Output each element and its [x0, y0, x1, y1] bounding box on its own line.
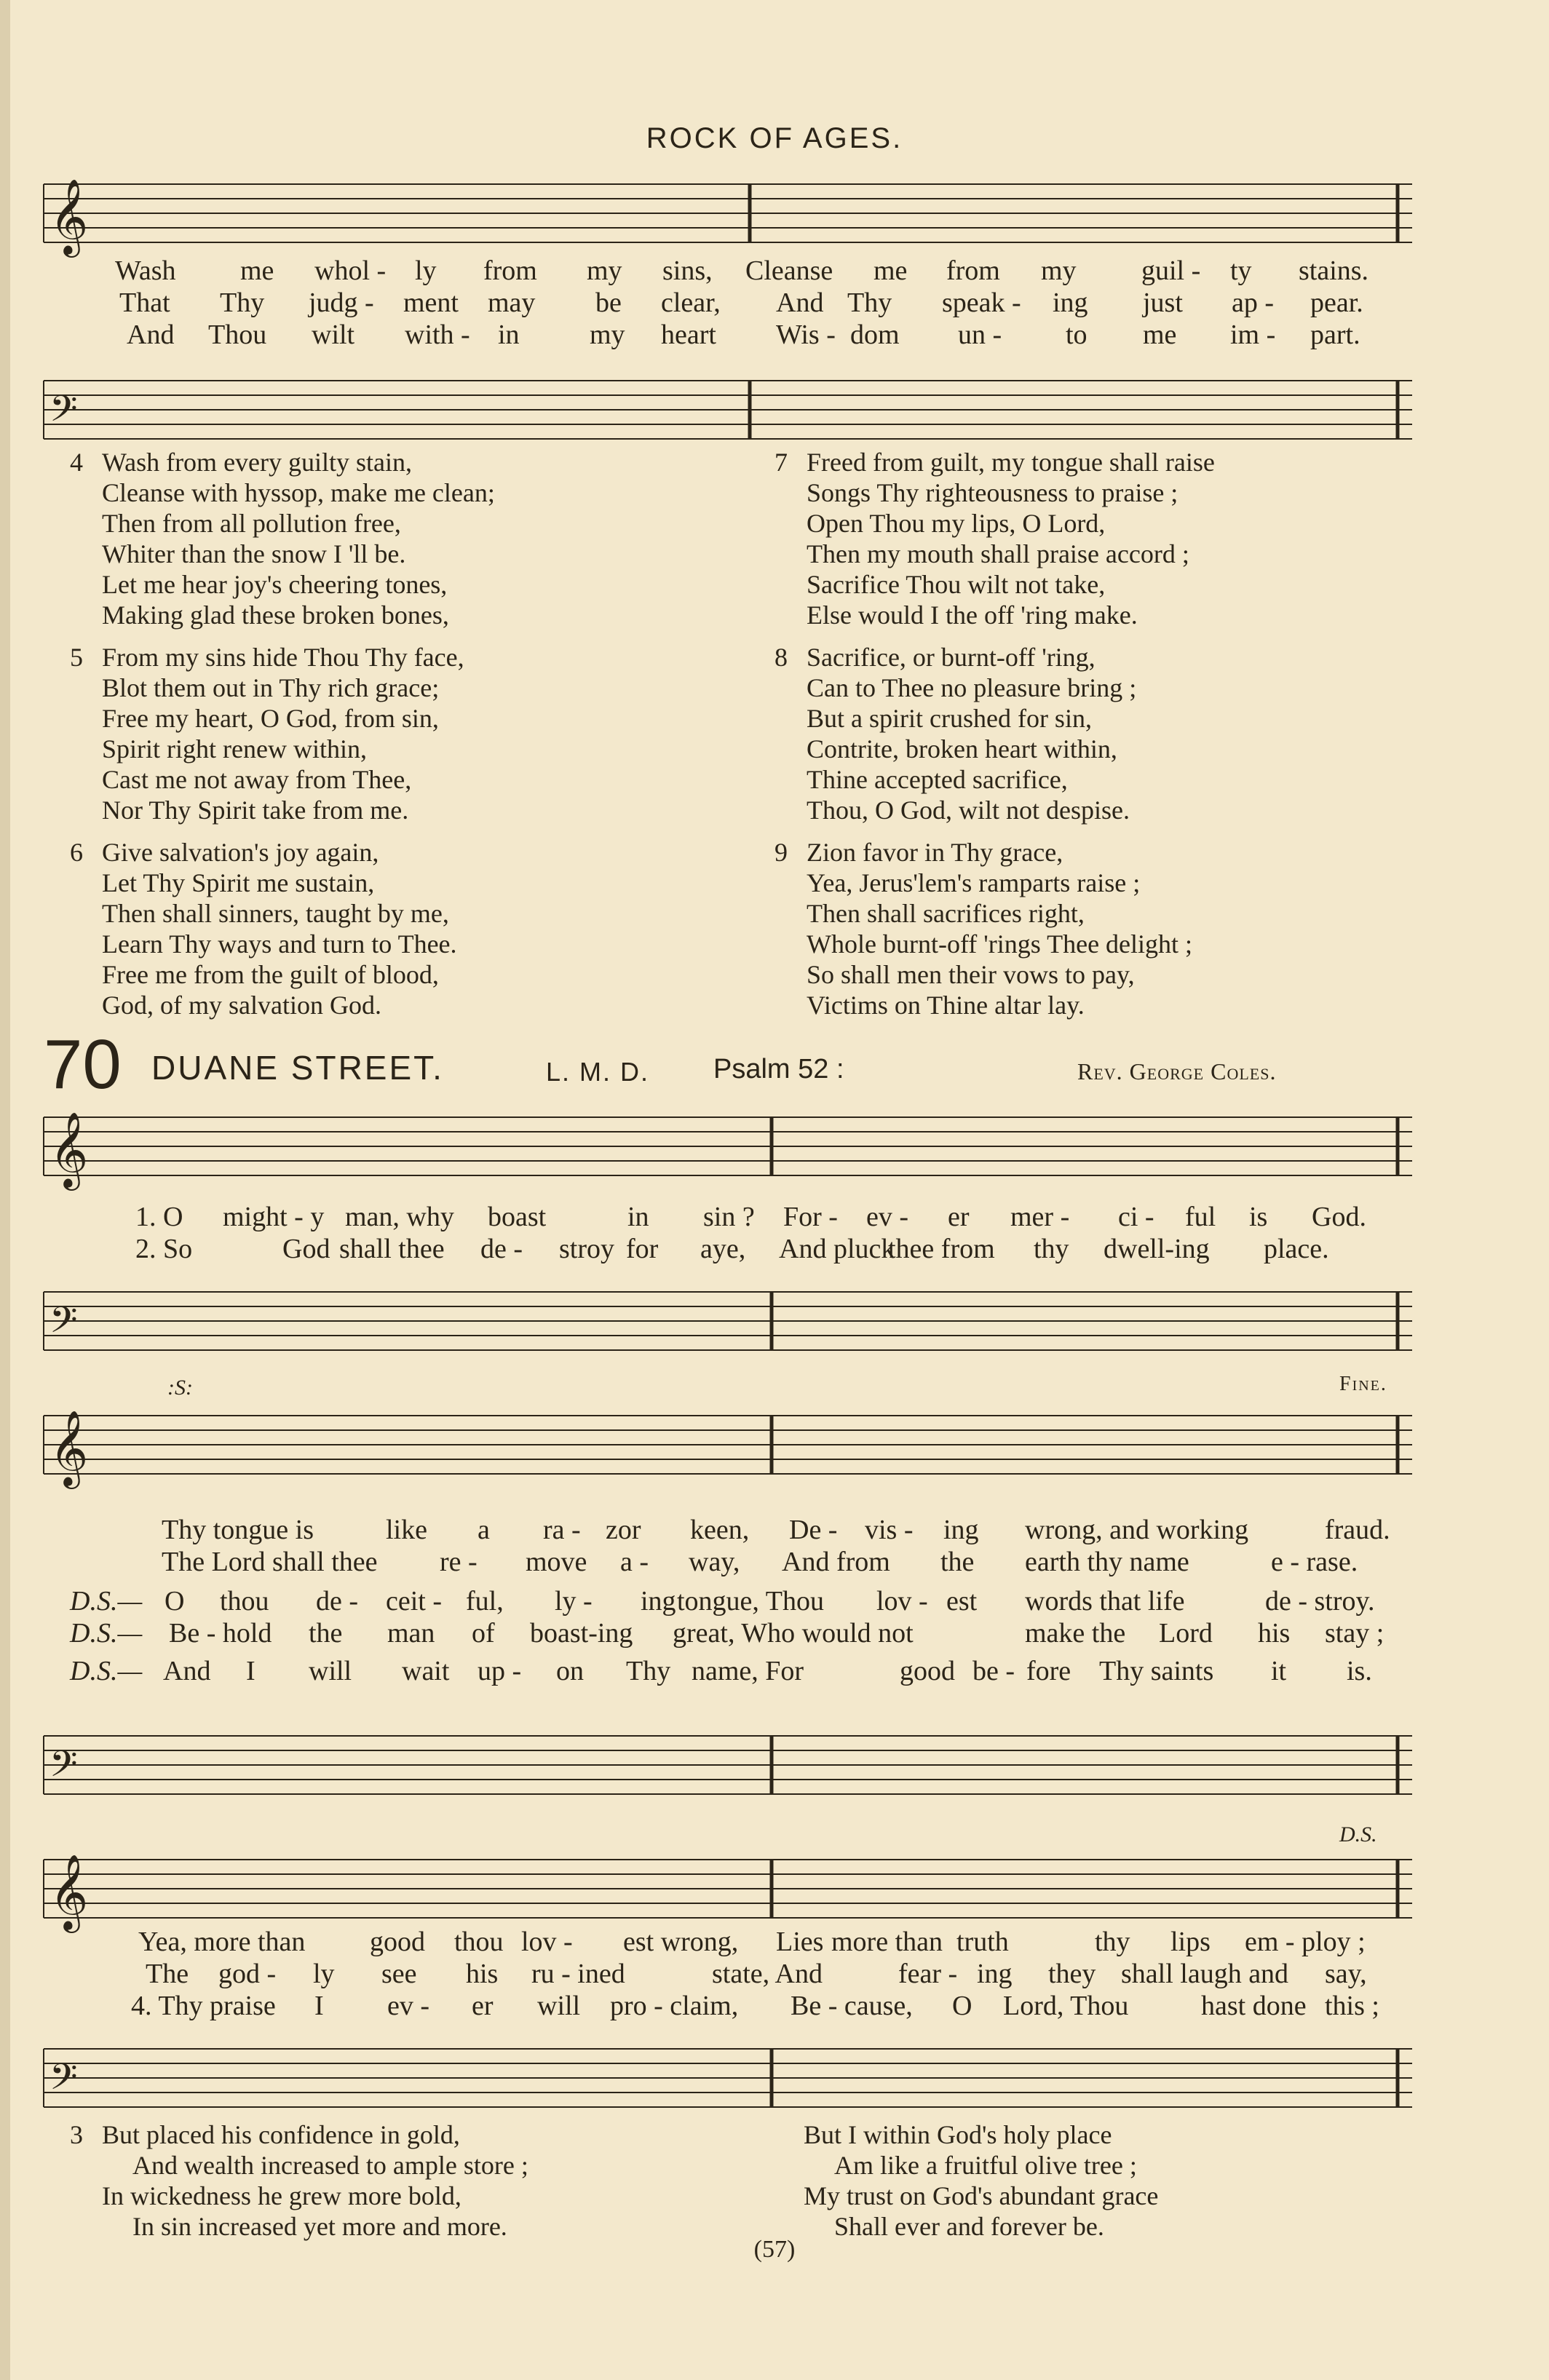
- syllable: Be - hold: [169, 1618, 272, 1649]
- syllable: words that life: [1025, 1586, 1185, 1617]
- syllable: Cleanse: [745, 255, 833, 286]
- syllable: de - stroy.: [1265, 1586, 1375, 1617]
- verse-number: 9: [774, 838, 788, 867]
- syllable: in: [498, 320, 520, 350]
- syllable: wait: [402, 1656, 450, 1686]
- syllable: And: [776, 287, 824, 318]
- syllable: lov -: [876, 1586, 928, 1617]
- syllable: boast-ing: [530, 1618, 633, 1649]
- syllable: est wrong,: [623, 1927, 739, 1957]
- bass-staff-svg: [29, 1274, 1412, 1368]
- syllable: from: [483, 255, 537, 286]
- syllable: his: [466, 1959, 499, 1989]
- syllable: man, why: [345, 1202, 454, 1232]
- verse-number: 4: [70, 448, 83, 477]
- verse-line: Then shall sacrifices right,: [807, 899, 1085, 928]
- syllable: way,: [689, 1547, 740, 1577]
- hymn-author: Rev. George Coles.: [1077, 1058, 1277, 1084]
- syllable: like: [386, 1515, 427, 1545]
- treble-staff-system-2: [29, 1397, 1412, 1492]
- syllable: is: [1249, 1202, 1268, 1232]
- verse-line: God, of my salvation God.: [102, 991, 381, 1020]
- verse-line: Let me hear joy's cheering tones,: [102, 570, 448, 599]
- syllable: it: [1271, 1656, 1287, 1686]
- verse-number: 3: [70, 2120, 83, 2149]
- syllable: sin ?: [703, 1202, 755, 1232]
- syllable: Yea, more than: [138, 1927, 306, 1957]
- verse-line: So shall men their vows to pay,: [807, 960, 1135, 989]
- syllable: Lies: [776, 1927, 824, 1957]
- syllable: god -: [218, 1959, 277, 1989]
- syllable: judg -: [309, 287, 374, 318]
- syllable: e - rase.: [1271, 1547, 1358, 1577]
- syllable: Thy: [626, 1656, 671, 1686]
- syllable: say,: [1325, 1959, 1367, 1989]
- syllable: De -: [789, 1515, 838, 1545]
- syllable: sins,: [662, 255, 713, 286]
- verse-7: [774, 447, 1215, 630]
- syllable: O: [165, 1586, 185, 1617]
- syllable: dwell-ing: [1104, 1234, 1210, 1264]
- svg-text:𝄞: 𝄞: [49, 1854, 89, 1930]
- svg-text:𝄞: 𝄞: [49, 1111, 89, 1188]
- treble-staff-system-3: [29, 1841, 1412, 1936]
- verse-4: [70, 447, 495, 630]
- verse-number: 8: [774, 643, 788, 672]
- hymn-meter: L. M. D.: [546, 1057, 650, 1087]
- syllable: be: [595, 287, 622, 318]
- syllable: is.: [1347, 1656, 1372, 1686]
- verse-line: Blot them out in Thy rich grace;: [102, 673, 440, 702]
- syllable: ing: [641, 1586, 676, 1617]
- syllable: vis -: [865, 1515, 914, 1545]
- verse-line: Can to Thee no pleasure bring ;: [807, 673, 1137, 702]
- syllable: part.: [1310, 320, 1360, 350]
- syllable: tongue, Thou: [677, 1586, 824, 1617]
- verse-line: Free my heart, O God, from sin,: [102, 704, 439, 733]
- syllable: in: [627, 1202, 649, 1232]
- hymn-name: DUANE STREET.: [151, 1049, 444, 1087]
- syllable: God: [282, 1234, 330, 1264]
- treble-staff-svg: [29, 1099, 1412, 1194]
- hymn-title-rock-of-ages: ROCK OF AGES.: [646, 122, 903, 154]
- verse-6: [70, 837, 457, 1020]
- syllable: fear -: [898, 1959, 958, 1989]
- syllable: ci -: [1118, 1202, 1154, 1232]
- verse-line: Open Thou my lips, O Lord,: [807, 509, 1106, 538]
- syllable: good: [900, 1656, 955, 1686]
- syllable: ev -: [866, 1202, 909, 1232]
- syllable: And pluck: [779, 1234, 895, 1264]
- verse-line: Then shall sinners, taught by me,: [102, 899, 449, 928]
- syllable: Wash: [115, 255, 176, 286]
- syllable: Wis -: [776, 320, 836, 350]
- verse-line: Then from all pollution free,: [102, 509, 401, 538]
- syllable: heart: [661, 320, 716, 350]
- verse-line: And wealth increased to ample store ;: [132, 2151, 528, 2180]
- syllable: dom: [850, 320, 900, 350]
- syllable: ing: [943, 1515, 979, 1545]
- svg-text:𝄞: 𝄞: [49, 178, 89, 255]
- syllable: Thy tongue is: [162, 1515, 314, 1545]
- syllable: be -: [972, 1656, 1015, 1686]
- syllable: ra -: [543, 1515, 581, 1545]
- syllable: wilt: [312, 320, 355, 350]
- verse-5: [70, 642, 464, 825]
- verse-line: Give salvation's joy again,: [102, 838, 379, 867]
- syllable: ful: [1185, 1202, 1216, 1232]
- verse-line: Learn Thy ways and turn to Thee.: [102, 929, 457, 959]
- verse-line: My trust on God's abundant grace: [804, 2181, 1159, 2210]
- syllable: The: [146, 1959, 189, 1989]
- syllable: aye,: [700, 1234, 746, 1264]
- syllable: est: [946, 1586, 978, 1617]
- bass-staff-rock-of-ages: [29, 355, 1412, 457]
- syllable: a: [478, 1515, 490, 1545]
- syllable: ty: [1230, 255, 1252, 286]
- verse-line: Then my mouth shall praise accord ;: [807, 539, 1189, 568]
- bass-staff-svg: [29, 1718, 1412, 1812]
- syllable: clear,: [661, 287, 721, 318]
- syllable: The Lord shall thee: [162, 1547, 378, 1577]
- syllable: stay ;: [1325, 1618, 1384, 1649]
- fine-mark: Fine.: [1339, 1373, 1387, 1395]
- syllable: up -: [478, 1656, 522, 1686]
- syllable: on: [556, 1656, 584, 1686]
- verse-line: Cleanse with hyssop, make me clean;: [102, 478, 495, 507]
- syllable: my: [587, 255, 622, 286]
- bass-staff-system-2: [29, 1718, 1412, 1812]
- verse-line: Else would I the off 'ring make.: [807, 600, 1138, 630]
- syllable: great, Who would not: [673, 1618, 914, 1649]
- syllable: de -: [480, 1234, 523, 1264]
- syllable: fore: [1026, 1656, 1071, 1686]
- syllable: more than: [831, 1927, 943, 1957]
- syllable: boast: [488, 1202, 547, 1232]
- syllable: shall laugh and: [1121, 1959, 1289, 1989]
- syllable: pear.: [1310, 287, 1363, 318]
- svg-text:𝄞: 𝄞: [49, 1410, 89, 1486]
- hymn-psalm: Psalm 52 :: [713, 1054, 844, 1084]
- syllable: my: [1041, 255, 1077, 286]
- syllable: fraud.: [1325, 1515, 1390, 1545]
- syllable: Be - cause,: [791, 1991, 913, 2021]
- syllable: his: [1258, 1618, 1291, 1649]
- svg-text:𝄢: 𝄢: [49, 388, 78, 439]
- syllable: im -: [1230, 320, 1276, 350]
- ds-mark: D.S.: [1339, 1822, 1377, 1847]
- syllable: Thy: [220, 287, 265, 318]
- syllable: ly -: [555, 1586, 593, 1617]
- syllable: shall thee: [339, 1234, 445, 1264]
- syllable: thy: [1034, 1234, 1069, 1264]
- syllable: thou: [220, 1586, 269, 1617]
- verse-line: In sin increased yet more and more.: [132, 2212, 507, 2241]
- verse-line: Victims on Thine altar lay.: [807, 991, 1085, 1020]
- verse-line: In wickedness he grew more bold,: [102, 2181, 461, 2210]
- syllable: the: [309, 1618, 343, 1649]
- syllable: wrong, and working: [1025, 1515, 1249, 1545]
- ds-label: D.S.—: [70, 1656, 143, 1686]
- syllable: thee from: [888, 1234, 995, 1264]
- verse-number: 5: [70, 643, 83, 672]
- hymn-heading-duane-street: [44, 1026, 1383, 1103]
- syllable: em - ploy ;: [1245, 1927, 1366, 1957]
- syllable: And: [163, 1656, 211, 1686]
- syllable: speak -: [942, 287, 1021, 318]
- syllable: will: [309, 1656, 352, 1686]
- syllable: a -: [620, 1547, 649, 1577]
- syllable: me: [1143, 320, 1177, 350]
- syllable: me: [873, 255, 908, 286]
- syllable: ing: [1053, 287, 1088, 318]
- syllable: may: [488, 287, 536, 318]
- syllable: thou: [454, 1927, 504, 1957]
- syllable: ly: [415, 255, 437, 286]
- syllable: state, And: [712, 1959, 823, 1989]
- syllable: man: [387, 1618, 435, 1649]
- verse-line: Yea, Jerus'lem's ramparts raise ;: [807, 868, 1141, 897]
- syllable: the: [940, 1547, 975, 1577]
- syllable: ev -: [387, 1991, 430, 2021]
- syllable: 2. So: [135, 1234, 193, 1264]
- syllable: I: [246, 1656, 255, 1686]
- syllable: er: [472, 1991, 494, 2021]
- syllable: my: [590, 320, 625, 350]
- treble-staff-svg: [29, 1841, 1412, 1936]
- syllable: And from: [782, 1547, 890, 1577]
- segno-mark: :S:: [167, 1376, 193, 1400]
- verse-line: Thou, O God, wilt not despise.: [807, 796, 1130, 825]
- syllable: ru - ined: [531, 1959, 625, 1989]
- syllable: see: [381, 1959, 417, 1989]
- verse-8: [774, 642, 1137, 825]
- syllable: lips: [1170, 1927, 1211, 1957]
- treble-staff-svg: [29, 166, 1412, 282]
- treble-staff-system-1: [29, 1099, 1412, 1194]
- syllable: make the: [1025, 1618, 1126, 1649]
- syllable: ceit -: [386, 1586, 443, 1617]
- verse-line: But a spirit crushed for sin,: [807, 704, 1092, 733]
- verse-line: Nor Thy Spirit take from me.: [102, 796, 409, 825]
- syllable: Thy: [847, 287, 892, 318]
- syllable: O: [952, 1991, 972, 2021]
- syllable: 4. Thy praise: [131, 1991, 276, 2021]
- verse-line: Whole burnt-off 'rings Thee delight ;: [807, 929, 1193, 959]
- verse-9: [774, 837, 1193, 1020]
- verse-line: Making glad these broken bones,: [102, 600, 449, 630]
- verse-line: Wash from every guilty stain,: [102, 448, 413, 477]
- syllable: de -: [316, 1586, 359, 1617]
- syllable: thy: [1095, 1927, 1130, 1957]
- verse-line: Cast me not away from Thee,: [102, 765, 412, 794]
- syllable: earth thy name: [1025, 1547, 1189, 1577]
- verse-line: Am like a fruitful olive tree ;: [834, 2151, 1137, 2180]
- syllable: might - y: [223, 1202, 325, 1232]
- syllable: pro - claim,: [610, 1991, 739, 2021]
- verse-line: Shall ever and forever be.: [834, 2212, 1104, 2241]
- syllable: truth: [956, 1927, 1009, 1957]
- hymn-number: 70: [44, 1026, 122, 1103]
- syllable: stroy: [559, 1234, 614, 1264]
- syllable: they: [1048, 1959, 1096, 1989]
- syllable: For -: [783, 1202, 838, 1232]
- verse-line: But placed his confidence in gold,: [102, 2120, 460, 2149]
- syllable: I: [314, 1991, 324, 2021]
- verse-line: Spirit right renew within,: [102, 734, 367, 763]
- syllable: from: [946, 255, 1000, 286]
- syllable: move: [526, 1547, 587, 1577]
- svg-text:𝄢: 𝄢: [49, 2056, 78, 2107]
- treble-staff-svg: [29, 1397, 1412, 1492]
- syllable: God.: [1312, 1202, 1366, 1232]
- syllable: me: [240, 255, 274, 286]
- verse-line: Thine accepted sacrifice,: [807, 765, 1068, 794]
- bass-staff-svg: [29, 2031, 1412, 2125]
- bass-staff-system-3: [29, 2031, 1412, 2125]
- syllable: un -: [958, 320, 1002, 350]
- duane-verse-3-left: [70, 2119, 528, 2242]
- syllable: Thy saints: [1099, 1656, 1214, 1686]
- syllable: ap -: [1232, 287, 1275, 318]
- verse-line: From my sins hide Thou Thy face,: [102, 643, 464, 672]
- syllable: guil -: [1141, 255, 1201, 286]
- syllable: just: [1143, 287, 1183, 318]
- syllable: name, For: [692, 1656, 804, 1686]
- verse-number: 6: [70, 838, 83, 867]
- svg-text:𝄢: 𝄢: [49, 1299, 78, 1350]
- bass-staff-system-1: [29, 1274, 1412, 1368]
- duane-verse-3-right: [804, 2119, 1158, 2242]
- syllable: That: [119, 287, 170, 318]
- verse-line: Let Thy Spirit me sustain,: [102, 868, 375, 897]
- syllable: stains.: [1299, 255, 1369, 286]
- syllable: er: [948, 1202, 970, 1232]
- svg-text:𝄢: 𝄢: [49, 1743, 78, 1794]
- treble-staff-rock-of-ages: [29, 166, 1412, 282]
- syllable: ful,: [466, 1586, 504, 1617]
- verse-line: Songs Thy righteousness to praise ;: [807, 478, 1178, 507]
- syllable: for: [626, 1234, 659, 1264]
- syllable: zor: [606, 1515, 641, 1545]
- page-number: (57): [753, 2236, 796, 2263]
- syllable: keen,: [690, 1515, 750, 1545]
- syllable: to: [1066, 320, 1088, 350]
- verse-number: 7: [774, 448, 788, 477]
- verse-line: But I within God's holy place: [804, 2120, 1112, 2149]
- syllable: Lord: [1159, 1618, 1213, 1649]
- syllable: with -: [405, 320, 470, 350]
- ds-label: D.S.—: [70, 1586, 143, 1617]
- bass-staff-svg: [29, 355, 1412, 457]
- syllable: whol -: [314, 255, 387, 286]
- syllable: re -: [440, 1547, 478, 1577]
- syllable: ly: [313, 1959, 335, 1989]
- ds-label: D.S.—: [70, 1618, 143, 1649]
- syllable: place.: [1264, 1234, 1329, 1264]
- verse-line: Contrite, broken heart within,: [807, 734, 1117, 763]
- syllable: of: [472, 1618, 495, 1649]
- verse-line: Free me from the guilt of blood,: [102, 960, 439, 989]
- syllable: hast done: [1201, 1991, 1307, 2021]
- page-edge: [0, 0, 10, 2380]
- syllable: mer -: [1010, 1202, 1070, 1232]
- syllable: 1. O: [135, 1202, 183, 1232]
- syllable: Lord, Thou: [1003, 1991, 1129, 2021]
- syllable: ing: [977, 1959, 1013, 1989]
- verse-line: Zion favor in Thy grace,: [807, 838, 1063, 867]
- syllable: And: [127, 320, 175, 350]
- syllable: good: [370, 1927, 425, 1957]
- verse-line: Sacrifice Thou wilt not take,: [807, 570, 1106, 599]
- syllable: ment: [403, 287, 459, 318]
- verse-line: Freed from guilt, my tongue shall raise: [807, 448, 1215, 477]
- verse-line: Whiter than the snow I 'll be.: [102, 539, 406, 568]
- syllable: this ;: [1325, 1991, 1379, 2021]
- syllable: will: [537, 1991, 581, 2021]
- verse-line: Sacrifice, or burnt-off 'ring,: [807, 643, 1096, 672]
- syllable: lov -: [521, 1927, 573, 1957]
- syllable: Thou: [208, 320, 267, 350]
